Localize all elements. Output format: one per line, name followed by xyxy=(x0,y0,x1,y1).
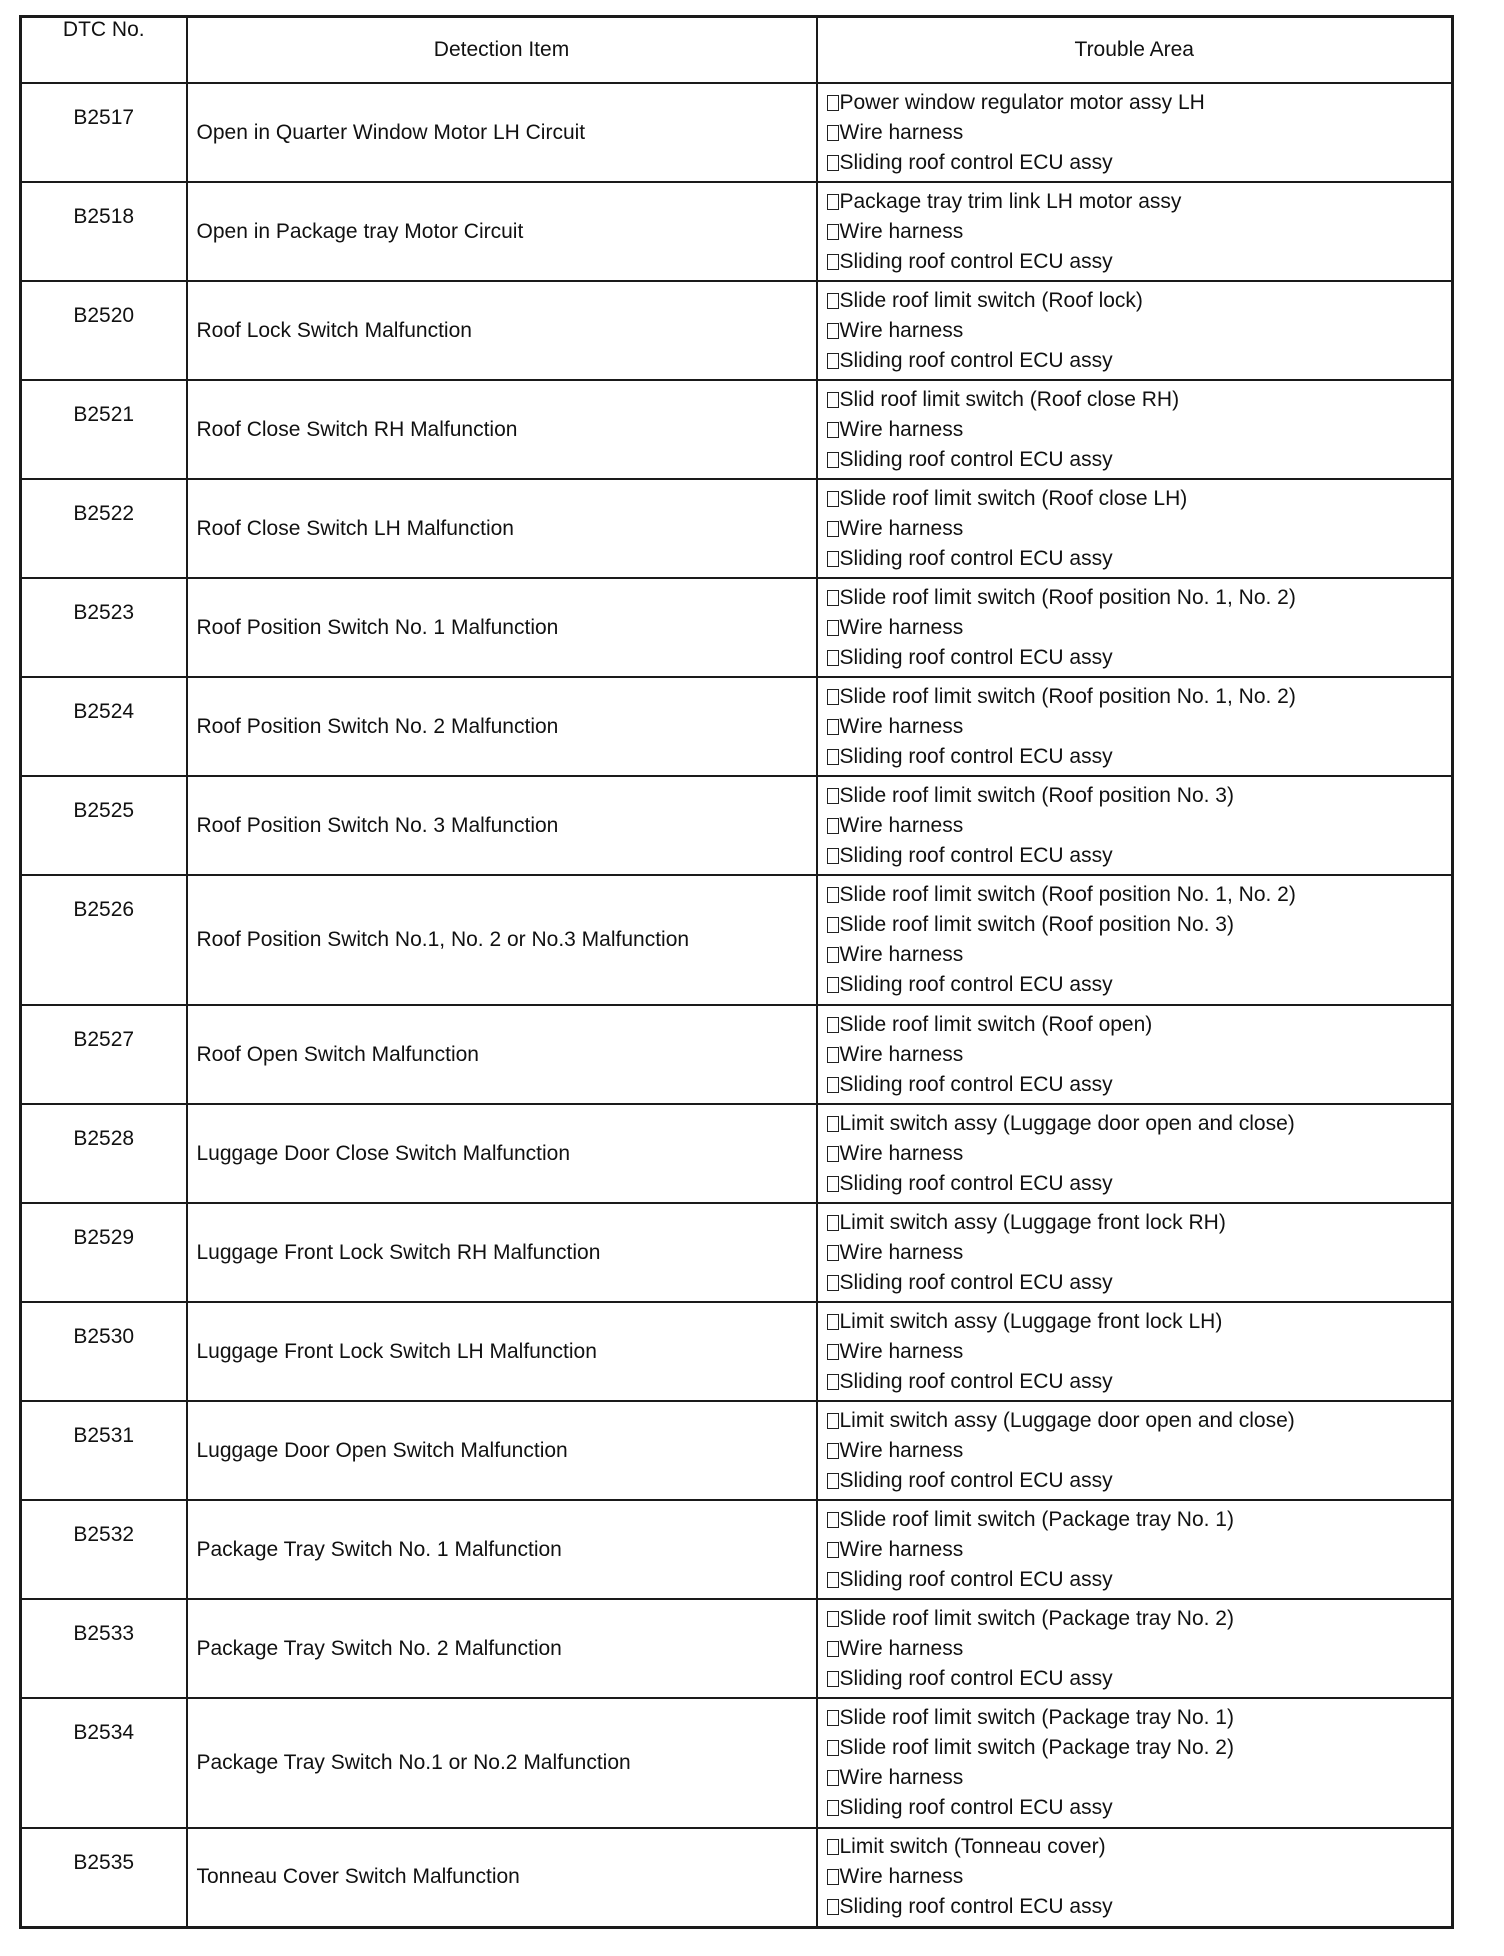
trouble-area-text: Slide roof limit switch (Roof position No. 1, No. 2) xyxy=(839,684,1296,708)
trouble-area-item xyxy=(827,1139,1452,1169)
trouble-area-item xyxy=(827,1466,1452,1496)
checkbox-square-icon xyxy=(827,491,839,507)
trouble-area-text: Slide roof limit switch (Package tray No. 1) xyxy=(839,1507,1234,1531)
trouble-area-item xyxy=(827,88,1452,118)
trouble-area xyxy=(817,875,1453,1005)
checkbox-square-icon xyxy=(827,1839,839,1855)
trouble-area-text: Wire harness xyxy=(839,120,964,144)
trouble-area-text: Sliding roof control ECU assy xyxy=(839,973,1113,996)
checkbox-square-icon xyxy=(827,452,839,468)
checkbox-square-icon xyxy=(827,1611,839,1627)
trouble-area-text: Wire harness xyxy=(839,615,964,639)
checkbox-square-icon xyxy=(827,749,839,765)
detection-item: Roof Position Switch No. 1 Malfunction xyxy=(187,578,817,677)
trouble-area-item xyxy=(827,1793,1452,1823)
table-row xyxy=(21,281,1453,380)
checkbox-square-icon xyxy=(827,125,839,141)
detection-item: Open in Package tray Motor Circuit xyxy=(187,182,817,281)
trouble-area-item xyxy=(827,346,1452,376)
checkbox-square-icon xyxy=(827,95,839,111)
checkbox-square-icon xyxy=(827,1869,839,1885)
detection-item: Open in Quarter Window Motor LH Circuit xyxy=(187,83,817,182)
table-row xyxy=(21,677,1453,776)
dtc-code: B2535 xyxy=(21,1828,187,1927)
detection-item: Package Tray Switch No. 2 Malfunction xyxy=(187,1599,817,1698)
trouble-area-text: Sliding roof control ECU assy xyxy=(839,1468,1113,1492)
header-row xyxy=(21,17,1453,84)
trouble-area-text: Wire harness xyxy=(839,1339,964,1363)
trouble-area-text: Sliding roof control ECU assy xyxy=(839,1369,1113,1393)
trouble-area-item xyxy=(827,811,1452,841)
checkbox-square-icon xyxy=(827,590,839,606)
checkbox-square-icon xyxy=(827,353,839,369)
trouble-area-text: Wire harness xyxy=(839,318,964,342)
table-row xyxy=(21,83,1453,182)
trouble-area xyxy=(817,1104,1453,1203)
trouble-area-item xyxy=(827,1862,1452,1892)
trouble-area-item xyxy=(827,247,1452,277)
trouble-area-text: Package tray trim link LH motor assy xyxy=(839,189,1182,213)
table-row xyxy=(21,1005,1453,1104)
trouble-area-item xyxy=(827,1268,1452,1298)
trouble-area xyxy=(817,1401,1453,1500)
checkbox-square-icon xyxy=(827,848,839,864)
dtc-code: B2531 xyxy=(21,1401,187,1500)
detection-item: Luggage Front Lock Switch LH Malfunction xyxy=(187,1302,817,1401)
trouble-area-text: Sliding roof control ECU assy xyxy=(839,1072,1113,1096)
detection-item: Roof Close Switch RH Malfunction xyxy=(187,380,817,479)
detection-item: Luggage Door Open Switch Malfunction xyxy=(187,1401,817,1500)
dtc-table xyxy=(19,15,1454,1929)
trouble-area-text: Slide roof limit switch (Roof position No. 3) xyxy=(839,783,1234,807)
trouble-area-text: Wire harness xyxy=(839,1042,964,1066)
trouble-area-text: Limit switch assy (Luggage door open and close) xyxy=(839,1111,1295,1135)
trouble-area-text: Slid roof limit switch (Roof close RH) xyxy=(839,387,1180,411)
trouble-area-text: Sliding roof control ECU assy xyxy=(839,546,1113,570)
table-row xyxy=(21,776,1453,875)
header-detection-item: Detection Item xyxy=(187,17,817,84)
trouble-area xyxy=(817,1005,1453,1104)
table-row xyxy=(21,1401,1453,1500)
detection-item: Roof Open Switch Malfunction xyxy=(187,1005,817,1104)
dtc-code: B2521 xyxy=(21,380,187,479)
trouble-area-text: Wire harness xyxy=(839,417,964,441)
table-row xyxy=(21,1698,1453,1828)
checkbox-square-icon xyxy=(827,293,839,309)
trouble-area-text: Power window regulator motor assy LH xyxy=(839,90,1205,114)
trouble-area-text: Slide roof limit switch (Package tray No. 2) xyxy=(839,1736,1234,1759)
trouble-area-text: Limit switch assy (Luggage front lock LH) xyxy=(839,1309,1223,1333)
checkbox-square-icon xyxy=(827,788,839,804)
trouble-area-item xyxy=(827,544,1452,574)
dtc-code: B2520 xyxy=(21,281,187,380)
trouble-area-text: Sliding roof control ECU assy xyxy=(839,843,1113,867)
trouble-area xyxy=(817,380,1453,479)
trouble-area-text: Wire harness xyxy=(839,1636,964,1660)
trouble-area-text: Wire harness xyxy=(839,714,964,738)
trouble-area-text: Sliding roof control ECU assy xyxy=(839,348,1113,372)
header-trouble-area: Trouble Area xyxy=(817,17,1453,84)
trouble-area-item xyxy=(827,514,1452,544)
trouble-area-item xyxy=(827,217,1452,247)
trouble-area-text: Wire harness xyxy=(839,516,964,540)
trouble-area-text: Slide roof limit switch (Package tray No. 2) xyxy=(839,1606,1234,1630)
detection-item: Roof Close Switch LH Malfunction xyxy=(187,479,817,578)
trouble-area-item xyxy=(827,1208,1452,1238)
trouble-area-item xyxy=(827,1634,1452,1664)
checkbox-square-icon xyxy=(827,1770,839,1786)
dtc-code: B2530 xyxy=(21,1302,187,1401)
detection-item: Package Tray Switch No. 1 Malfunction xyxy=(187,1500,817,1599)
trouble-area-text: Slide roof limit switch (Roof position No. 1, No. 2) xyxy=(839,883,1296,906)
checkbox-square-icon xyxy=(827,818,839,834)
checkbox-square-icon xyxy=(827,650,839,666)
trouble-area-text: Slide roof limit switch (Roof lock) xyxy=(839,288,1143,312)
trouble-area-text: Slide roof limit switch (Roof close LH) xyxy=(839,486,1188,510)
detection-item: Package Tray Switch No.1 or No.2 Malfunction xyxy=(187,1698,817,1828)
checkbox-square-icon xyxy=(827,1413,839,1429)
table-row xyxy=(21,380,1453,479)
trouble-area-item xyxy=(827,1604,1452,1634)
checkbox-square-icon xyxy=(827,1047,839,1063)
checkbox-square-icon xyxy=(827,1215,839,1231)
detection-item: Roof Position Switch No. 3 Malfunction xyxy=(187,776,817,875)
detection-item: Roof Lock Switch Malfunction xyxy=(187,281,817,380)
checkbox-square-icon xyxy=(827,1899,839,1915)
checkbox-square-icon xyxy=(827,887,839,903)
detection-item: Roof Position Switch No. 2 Malfunction xyxy=(187,677,817,776)
trouble-area-item xyxy=(827,415,1452,445)
trouble-area-item xyxy=(827,187,1452,217)
trouble-area-item xyxy=(827,1337,1452,1367)
trouble-area-item xyxy=(827,286,1452,316)
dtc-code: B2526 xyxy=(21,875,187,1005)
checkbox-square-icon xyxy=(827,1275,839,1291)
trouble-area xyxy=(817,1203,1453,1302)
dtc-code: B2533 xyxy=(21,1599,187,1698)
trouble-area-item xyxy=(827,1892,1452,1922)
trouble-area-text: Wire harness xyxy=(839,1438,964,1462)
table-row xyxy=(21,1500,1453,1599)
trouble-area xyxy=(817,776,1453,875)
checkbox-square-icon xyxy=(827,1641,839,1657)
dtc-code: B2529 xyxy=(21,1203,187,1302)
trouble-area-text: Sliding roof control ECU assy xyxy=(839,1567,1113,1591)
detection-item: Luggage Door Close Switch Malfunction xyxy=(187,1104,817,1203)
dtc-code: B2527 xyxy=(21,1005,187,1104)
checkbox-square-icon xyxy=(827,1314,839,1330)
table-row xyxy=(21,479,1453,578)
trouble-area-text: Sliding roof control ECU assy xyxy=(839,645,1113,669)
trouble-area xyxy=(817,1500,1453,1599)
trouble-area-text: Sliding roof control ECU assy xyxy=(839,744,1113,768)
checkbox-square-icon xyxy=(827,323,839,339)
trouble-area-text: Limit switch (Tonneau cover) xyxy=(839,1835,1106,1859)
checkbox-square-icon xyxy=(827,947,839,963)
trouble-area-item xyxy=(827,1307,1452,1337)
checkbox-square-icon xyxy=(827,1374,839,1390)
trouble-area-item xyxy=(827,970,1452,1000)
trouble-area-item xyxy=(827,880,1452,910)
checkbox-square-icon xyxy=(827,1245,839,1261)
trouble-area xyxy=(817,182,1453,281)
trouble-area xyxy=(817,1828,1453,1927)
checkbox-square-icon xyxy=(827,1116,839,1132)
trouble-area-text: Sliding roof control ECU assy xyxy=(839,1796,1113,1819)
checkbox-square-icon xyxy=(827,1572,839,1588)
checkbox-square-icon xyxy=(827,254,839,270)
checkbox-square-icon xyxy=(827,620,839,636)
trouble-area xyxy=(817,281,1453,380)
trouble-area-text: Slide roof limit switch (Roof position No. 1, No. 2) xyxy=(839,585,1296,609)
trouble-area-item xyxy=(827,1505,1452,1535)
trouble-area-item xyxy=(827,910,1452,940)
checkbox-square-icon xyxy=(827,1800,839,1816)
trouble-area-text: Slide roof limit switch (Package tray No. 1) xyxy=(839,1706,1234,1729)
trouble-area-item xyxy=(827,712,1452,742)
table-row xyxy=(21,1203,1453,1302)
trouble-area-item xyxy=(827,1703,1452,1733)
trouble-area-item xyxy=(827,1109,1452,1139)
table-row xyxy=(21,1302,1453,1401)
trouble-area-item xyxy=(827,1565,1452,1595)
trouble-area-text: Wire harness xyxy=(839,1865,964,1889)
dtc-code: B2523 xyxy=(21,578,187,677)
trouble-area-text: Wire harness xyxy=(839,943,964,966)
trouble-area-text: Sliding roof control ECU assy xyxy=(839,1666,1113,1690)
trouble-area-item xyxy=(827,1367,1452,1397)
trouble-area-item xyxy=(827,940,1452,970)
trouble-area xyxy=(817,578,1453,677)
trouble-area-text: Wire harness xyxy=(839,1537,964,1561)
checkbox-square-icon xyxy=(827,1512,839,1528)
detection-item: Tonneau Cover Switch Malfunction xyxy=(187,1828,817,1927)
dtc-code: B2532 xyxy=(21,1500,187,1599)
dtc-code: B2528 xyxy=(21,1104,187,1203)
checkbox-square-icon xyxy=(827,1671,839,1687)
trouble-area-item xyxy=(827,1169,1452,1199)
dtc-code: B2518 xyxy=(21,182,187,281)
trouble-area-text: Slide roof limit switch (Roof open) xyxy=(839,1012,1153,1036)
trouble-area-text: Wire harness xyxy=(839,1240,964,1264)
table-row xyxy=(21,875,1453,1005)
trouble-area xyxy=(817,479,1453,578)
trouble-area-item xyxy=(827,613,1452,643)
table-row xyxy=(21,1599,1453,1698)
checkbox-square-icon xyxy=(827,1710,839,1726)
trouble-area-item xyxy=(827,1238,1452,1268)
trouble-area-text: Sliding roof control ECU assy xyxy=(839,447,1113,471)
checkbox-square-icon xyxy=(827,1344,839,1360)
table-row xyxy=(21,578,1453,677)
dtc-code: B2534 xyxy=(21,1698,187,1828)
checkbox-square-icon xyxy=(827,521,839,537)
trouble-area-text: Wire harness xyxy=(839,813,964,837)
checkbox-square-icon xyxy=(827,194,839,210)
trouble-area-item xyxy=(827,682,1452,712)
checkbox-square-icon xyxy=(827,422,839,438)
trouble-area-text: Wire harness xyxy=(839,219,964,243)
trouble-area-item xyxy=(827,1436,1452,1466)
table-body xyxy=(21,83,1453,1927)
trouble-area xyxy=(817,1599,1453,1698)
trouble-area-item xyxy=(827,1535,1452,1565)
trouble-area-text: Limit switch assy (Luggage door open and close) xyxy=(839,1408,1295,1432)
checkbox-square-icon xyxy=(827,1017,839,1033)
trouble-area-item xyxy=(827,742,1452,772)
trouble-area-text: Sliding roof control ECU assy xyxy=(839,150,1113,174)
checkbox-square-icon xyxy=(827,1473,839,1489)
checkbox-square-icon xyxy=(827,1443,839,1459)
trouble-area xyxy=(817,677,1453,776)
trouble-area-item xyxy=(827,1070,1452,1100)
checkbox-square-icon xyxy=(827,977,839,993)
trouble-area-item xyxy=(827,445,1452,475)
trouble-area-item xyxy=(827,1733,1452,1763)
table-row xyxy=(21,1828,1453,1927)
trouble-area-text: Sliding roof control ECU assy xyxy=(839,249,1113,273)
trouble-area xyxy=(817,1302,1453,1401)
trouble-area xyxy=(817,1698,1453,1828)
trouble-area-text: Wire harness xyxy=(839,1766,964,1789)
trouble-area-item xyxy=(827,643,1452,673)
table-row xyxy=(21,1104,1453,1203)
trouble-area-item xyxy=(827,1664,1452,1694)
trouble-area-text: Limit switch assy (Luggage front lock RH) xyxy=(839,1210,1226,1234)
trouble-area-item xyxy=(827,385,1452,415)
trouble-area-item xyxy=(827,148,1452,178)
trouble-area-text: Sliding roof control ECU assy xyxy=(839,1895,1113,1919)
trouble-area-item xyxy=(827,841,1452,871)
checkbox-square-icon xyxy=(827,392,839,408)
checkbox-square-icon xyxy=(827,719,839,735)
checkbox-square-icon xyxy=(827,917,839,933)
trouble-area xyxy=(817,83,1453,182)
checkbox-square-icon xyxy=(827,689,839,705)
checkbox-square-icon xyxy=(827,1542,839,1558)
trouble-area-item xyxy=(827,1010,1452,1040)
detection-item: Luggage Front Lock Switch RH Malfunction xyxy=(187,1203,817,1302)
header-dtc-no: DTC No. xyxy=(21,17,187,84)
checkbox-square-icon xyxy=(827,1176,839,1192)
checkbox-square-icon xyxy=(827,224,839,240)
checkbox-square-icon xyxy=(827,1146,839,1162)
table-row xyxy=(21,182,1453,281)
detection-item: Roof Position Switch No.1, No. 2 or No.3 Malfunction xyxy=(187,875,817,1005)
trouble-area-item xyxy=(827,484,1452,514)
checkbox-square-icon xyxy=(827,551,839,567)
dtc-code: B2517 xyxy=(21,83,187,182)
trouble-area-text: Sliding roof control ECU assy xyxy=(839,1171,1113,1195)
dtc-code: B2525 xyxy=(21,776,187,875)
trouble-area-text: Sliding roof control ECU assy xyxy=(839,1270,1113,1294)
checkbox-square-icon xyxy=(827,1077,839,1093)
trouble-area-item xyxy=(827,1040,1452,1070)
trouble-area-item xyxy=(827,1406,1452,1436)
dtc-code: B2522 xyxy=(21,479,187,578)
trouble-area-item xyxy=(827,316,1452,346)
trouble-area-text: Slide roof limit switch (Roof position No. 3) xyxy=(839,913,1234,936)
dtc-code: B2524 xyxy=(21,677,187,776)
checkbox-square-icon xyxy=(827,1740,839,1756)
trouble-area-item xyxy=(827,1763,1452,1793)
checkbox-square-icon xyxy=(827,155,839,171)
trouble-area-item xyxy=(827,1832,1452,1862)
trouble-area-text: Wire harness xyxy=(839,1141,964,1165)
trouble-area-item xyxy=(827,118,1452,148)
trouble-area-item xyxy=(827,781,1452,811)
trouble-area-item xyxy=(827,583,1452,613)
